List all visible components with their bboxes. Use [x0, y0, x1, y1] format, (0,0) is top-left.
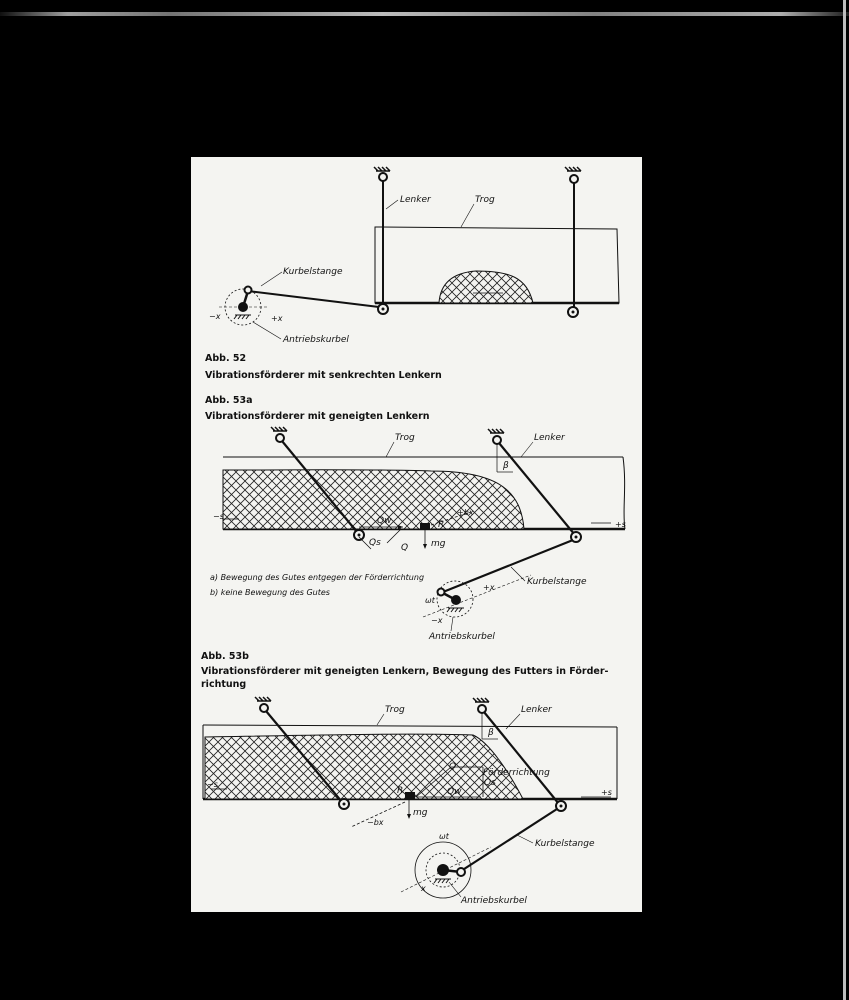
mass-block-53b — [405, 792, 415, 799]
caption-text-53a: Vibrationsförderer mit geneigten Lenkern — [205, 411, 430, 422]
label-minus-x-52: −x — [209, 312, 221, 321]
label-lenker-52: Lenker — [400, 195, 431, 205]
material-pile — [439, 271, 533, 303]
label-trog-53a: Trog — [395, 433, 415, 443]
mass-block-53a — [420, 523, 430, 529]
crank-ground — [234, 315, 251, 319]
label-plus-s-53a: +s — [615, 520, 626, 529]
label-trog-52: Trog — [475, 195, 495, 205]
label-Q-53b: Q — [449, 762, 457, 772]
pivot-top-right — [570, 175, 578, 183]
figure-53a — [205, 395, 626, 642]
diagram-canvas — [191, 157, 642, 912]
label-mg-53b: mg — [413, 808, 428, 818]
crank-center-53b — [437, 864, 449, 876]
caption-no-52: Abb. 52 — [205, 353, 247, 364]
pivot-top-left — [379, 173, 387, 181]
label-plus-x-52: +x — [271, 314, 283, 323]
connecting-rod — [248, 291, 379, 307]
label-trog-53b: Trog — [385, 705, 405, 715]
label-plus-x-53a: +x — [483, 583, 495, 592]
label-Qs-53b: Qs — [484, 778, 496, 788]
label-lenker-53b: Lenker — [521, 705, 552, 715]
label-Qs-53a: Qs — [369, 538, 381, 548]
caption-text-52: Vibrationsförderer mit senkrechten Lenkern — [205, 370, 442, 381]
label-R-53a: R — [438, 520, 445, 530]
crank-center-53a — [451, 595, 461, 605]
label-Q-53a: Q — [401, 543, 409, 553]
diagram-page — [191, 157, 642, 912]
trough-top-53b — [203, 725, 617, 727]
trough-break-53a — [623, 457, 625, 529]
label-kurbelstange-52: Kurbelstange — [283, 267, 343, 277]
label-antriebskurbel-53b: Antriebskurbel — [461, 896, 527, 906]
figure-52 — [205, 167, 619, 381]
label-plus-s-53b: +s — [601, 788, 612, 797]
label-bx-53a: +bx — [457, 508, 474, 517]
label-Qw-53a: Qw — [377, 516, 392, 526]
label-foerderrichtung-53b: Förderrichtung — [483, 768, 550, 778]
label-omega-t-53a: ωt — [425, 596, 435, 605]
caption-line1-53b: Vibrationsförderer mit geneigten Lenkern, Bewegung des Futters in Förder- — [201, 666, 609, 677]
label-minus-x-53a: −x — [431, 616, 443, 625]
mount-right-53a — [488, 429, 504, 433]
label-kurbelstange-53a: Kurbelstange — [527, 577, 587, 587]
ceiling-mount-right — [565, 167, 581, 171]
label-beta-53a: β — [503, 461, 509, 471]
label-mg-53a: mg — [431, 539, 446, 549]
label-beta-53b: β — [488, 728, 494, 738]
label-lenker-53a: Lenker — [534, 433, 565, 443]
label-x-53b: x — [421, 884, 426, 893]
label-minus-bx-53b: −bx — [367, 818, 384, 827]
label-R-53b: R — [397, 786, 404, 796]
caption-no-53b: Abb. 53b — [201, 651, 249, 662]
note-b-53a: b) keine Bewegung des Gutes — [210, 588, 330, 597]
slide-frame-right-edge — [843, 0, 846, 1000]
label-omega-t-53b: ωt — [439, 832, 449, 841]
label-minus-s-53b: −s — [207, 780, 218, 789]
figure-53b — [201, 651, 617, 906]
note-a-53a: a) Bewegung des Gutes entgegen der Förderrichtung — [210, 573, 425, 582]
material-53a — [223, 470, 524, 529]
mount-left-53a — [271, 427, 287, 431]
label-kurbelstange-53b: Kurbelstange — [535, 839, 595, 849]
label-antriebskurbel-53a: Antriebskurbel — [429, 632, 495, 642]
label-antriebskurbel-52: Antriebskurbel — [283, 335, 349, 345]
slide-frame-top-edge — [0, 12, 849, 16]
caption-no-53a: Abb. 53a — [205, 395, 253, 406]
material-53b — [205, 734, 523, 799]
caption-line2-53b: richtung — [201, 679, 247, 690]
ceiling-mount-left — [374, 167, 390, 171]
label-Qw-53b: Qw — [447, 787, 462, 797]
label-minus-s-53a: −s — [213, 512, 224, 521]
